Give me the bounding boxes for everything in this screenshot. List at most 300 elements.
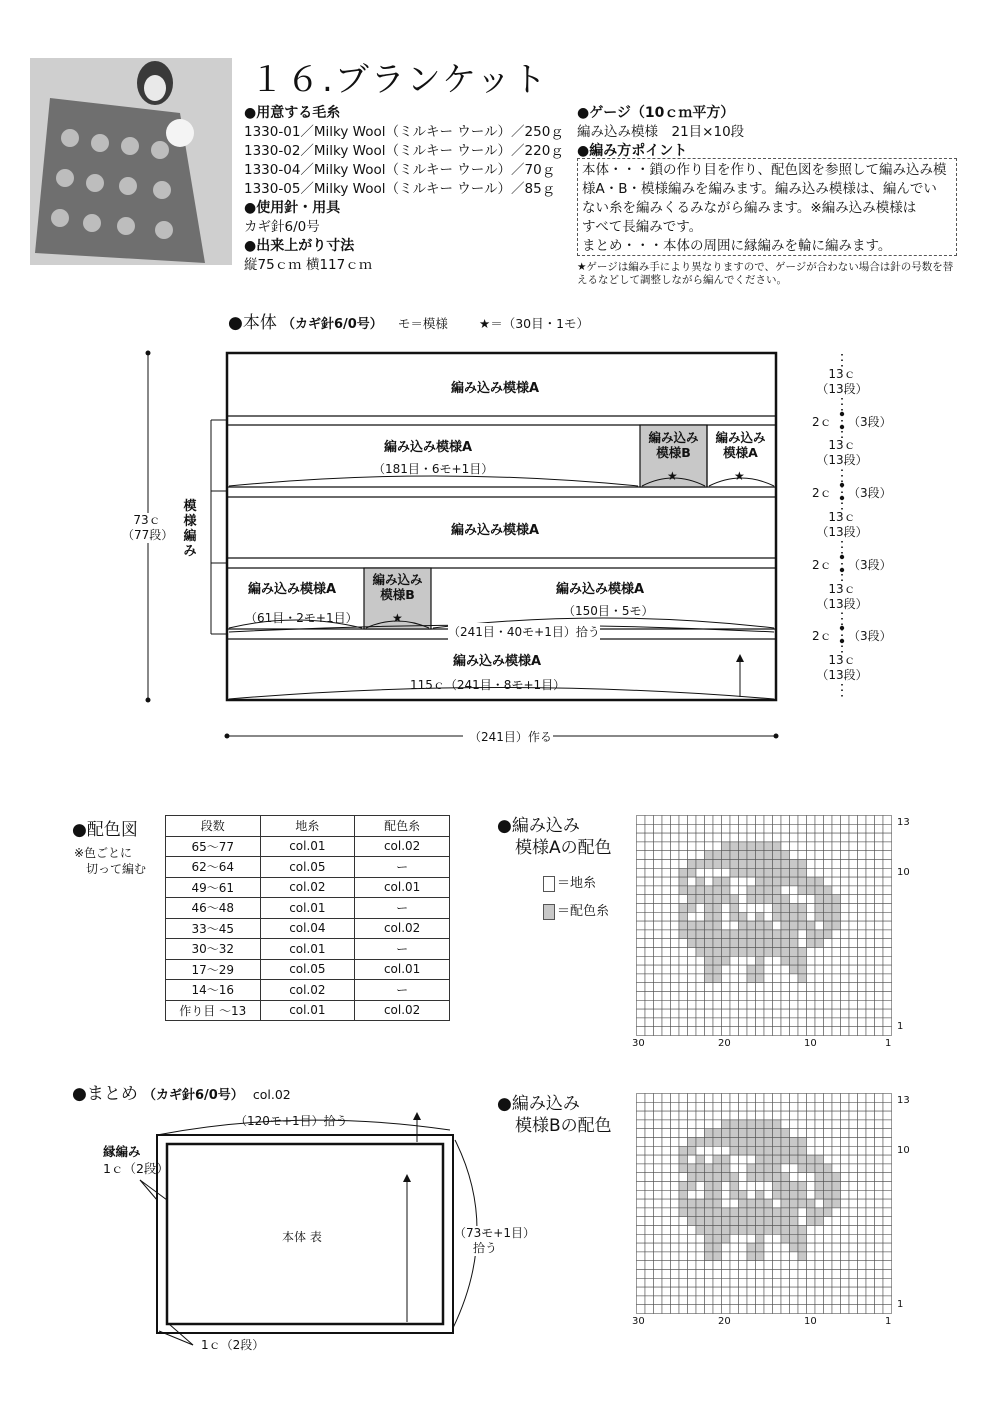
ground-cell — [832, 1278, 841, 1287]
ground-cell — [645, 877, 654, 886]
ground-cell — [781, 1027, 790, 1036]
contrast-cell — [688, 1199, 697, 1208]
ground-cell — [807, 1261, 816, 1270]
contrast-cell — [773, 1226, 782, 1235]
ground-cell — [807, 816, 816, 825]
table-row — [166, 898, 450, 919]
ground-cell — [747, 1296, 756, 1305]
contrast-cell — [781, 1182, 790, 1191]
ground-cell — [841, 921, 850, 930]
contrast-cell — [824, 1199, 833, 1208]
ground-cell — [739, 974, 748, 983]
ground-cell — [815, 860, 824, 869]
contrast-cell — [730, 1217, 739, 1226]
ground-cell — [645, 1094, 654, 1103]
contrast-cell — [756, 1173, 765, 1182]
ground-cell — [781, 1000, 790, 1009]
ground-cell — [866, 842, 875, 851]
contrast-cell — [713, 1173, 722, 1182]
ground-cell — [790, 895, 799, 904]
ground-cell — [866, 1164, 875, 1173]
ground-cell — [849, 886, 858, 895]
ground-cell — [645, 1296, 654, 1305]
ground-cell — [739, 1234, 748, 1243]
ground-cell — [696, 965, 705, 974]
right-dim-13 — [815, 438, 869, 468]
ground-cell — [662, 1000, 671, 1009]
ground-cell — [832, 877, 841, 886]
ground-cell — [790, 833, 799, 842]
contrast-cell — [747, 868, 756, 877]
ground-cell — [849, 1111, 858, 1120]
finish-heading: ●まとめ — [72, 1084, 138, 1104]
ground-cell — [824, 842, 833, 851]
ground-cell — [671, 983, 680, 992]
ground-cell — [662, 1234, 671, 1243]
ground-cell — [705, 1287, 714, 1296]
contrast-cell — [832, 1182, 841, 1191]
ground-cell — [671, 886, 680, 895]
contrast-cell — [798, 868, 807, 877]
ground-cell — [705, 1120, 714, 1129]
ground-cell — [858, 1155, 867, 1164]
ground-cell — [858, 1296, 867, 1305]
contrast-cell — [790, 948, 799, 957]
ground-cell — [671, 877, 680, 886]
row-label: 13 — [897, 1095, 910, 1106]
contrast-cell — [815, 912, 824, 921]
contrast-cell — [713, 1234, 722, 1243]
ground-cell — [781, 1094, 790, 1103]
size-heading: ●出来上がり寸法 — [244, 238, 355, 254]
ground-cell — [730, 1199, 739, 1208]
motif-b-label — [364, 572, 431, 602]
contrast-cell — [756, 1164, 765, 1173]
ground-cell — [832, 816, 841, 825]
contrast-cell — [781, 921, 790, 930]
ground-cell — [849, 1155, 858, 1164]
ground-cell — [739, 904, 748, 913]
ground-cell — [637, 1173, 646, 1182]
ground-cell — [671, 1252, 680, 1261]
ground-cell — [875, 1000, 884, 1009]
ground-cell — [645, 851, 654, 860]
ground-cell — [832, 1138, 841, 1147]
ground-cell — [815, 1243, 824, 1252]
contrast-cell — [807, 1155, 816, 1164]
ground-cell — [756, 1018, 765, 1027]
ground-cell — [790, 1018, 799, 1027]
ground-cell — [764, 1190, 773, 1199]
ground-cell — [866, 956, 875, 965]
ground-cell — [832, 1120, 841, 1129]
ground-cell — [662, 921, 671, 930]
contrast-cell — [824, 886, 833, 895]
ground-cell — [781, 1243, 790, 1252]
ground-cell — [790, 842, 799, 851]
table-cell: 30〜32 — [166, 939, 261, 960]
contrast-cell — [705, 974, 714, 983]
contrast-cell — [790, 1226, 799, 1235]
ground-cell — [671, 1208, 680, 1217]
contrast-cell — [824, 930, 833, 939]
ground-cell — [654, 842, 663, 851]
ground-cell — [662, 1129, 671, 1138]
ground-cell — [645, 1000, 654, 1009]
motif-label-line: 模様B — [380, 587, 415, 602]
contrast-cell — [713, 921, 722, 930]
ground-cell — [730, 1270, 739, 1279]
contrast-cell — [798, 1164, 807, 1173]
ground-cell — [832, 1164, 841, 1173]
ground-cell — [841, 1120, 850, 1129]
contrast-cell — [705, 912, 714, 921]
ground-cell — [832, 1094, 841, 1103]
dim-cm: 13ｃ — [828, 582, 856, 596]
ground-cell — [696, 1278, 705, 1287]
ground-cell — [815, 1027, 824, 1036]
ground-cell — [824, 1009, 833, 1018]
ground-cell — [832, 1305, 841, 1314]
motif-a-label — [707, 430, 774, 460]
contrast-cell — [756, 1252, 765, 1261]
ground-cell — [730, 1305, 739, 1314]
ground-cell — [747, 1287, 756, 1296]
contrast-cell — [773, 1155, 782, 1164]
ground-cell — [679, 1129, 688, 1138]
contrast-cell — [773, 939, 782, 948]
ground-cell — [696, 824, 705, 833]
ground-cell — [790, 983, 799, 992]
ground-cell — [679, 1252, 688, 1261]
ground-cell — [790, 1270, 799, 1279]
ground-cell — [866, 886, 875, 895]
contrast-cell — [798, 912, 807, 921]
side-pickup-line: 拾う — [472, 1241, 497, 1255]
ground-cell — [866, 833, 875, 842]
ground-cell — [815, 1305, 824, 1314]
contrast-cell — [764, 842, 773, 851]
ground-cell — [866, 868, 875, 877]
ground-cell — [696, 842, 705, 851]
ground-cell — [773, 956, 782, 965]
contrast-cell — [807, 921, 816, 930]
contrast-cell — [773, 1182, 782, 1191]
edge-title: 縁編み — [103, 1144, 141, 1159]
star-mark: ★ — [734, 469, 745, 483]
ground-cell — [756, 1094, 765, 1103]
ground-cell — [705, 1094, 714, 1103]
contrast-cell — [824, 1190, 833, 1199]
ground-cell — [866, 1278, 875, 1287]
ground-cell — [858, 1199, 867, 1208]
ground-cell — [883, 948, 892, 957]
ground-cell — [637, 904, 646, 913]
contrast-cell — [747, 921, 756, 930]
star-legend: ★＝（30目・1モ） — [478, 316, 590, 331]
ground-cell — [841, 1261, 850, 1270]
right-dim-13 — [815, 510, 869, 540]
right-dim-13 — [815, 367, 869, 397]
ground-cell — [671, 833, 680, 842]
ground-cell — [747, 1094, 756, 1103]
contrast-cell — [688, 1182, 697, 1191]
ground-cell — [832, 833, 841, 842]
col-label: 30 — [632, 1038, 645, 1049]
ground-cell — [654, 1129, 663, 1138]
ground-cell — [739, 1287, 748, 1296]
contrast-cell — [730, 895, 739, 904]
contrast-cell — [747, 965, 756, 974]
ground-cell — [713, 833, 722, 842]
contrast-cell — [747, 886, 756, 895]
contrast-cell — [773, 851, 782, 860]
contrast-cell — [688, 886, 697, 895]
contrast-cell — [705, 1164, 714, 1173]
ground-cell — [807, 1287, 816, 1296]
contrast-cell — [730, 948, 739, 957]
contrast-cell — [756, 877, 765, 886]
chain-count: （241目）作る — [469, 730, 552, 744]
ground-cell — [645, 1234, 654, 1243]
ground-cell — [790, 1164, 799, 1173]
contrast-cell — [756, 1120, 765, 1129]
heading-line: ●編み込み — [497, 1094, 580, 1114]
ground-cell — [764, 1018, 773, 1027]
contrast-cell — [781, 1138, 790, 1147]
contrast-cell — [722, 1164, 731, 1173]
ground-cell — [645, 1226, 654, 1235]
contrast-cell — [730, 1190, 739, 1199]
ground-cell — [807, 868, 816, 877]
ground-cell — [654, 1287, 663, 1296]
contrast-cell — [730, 1146, 739, 1155]
ground-cell — [730, 974, 739, 983]
table-row — [166, 959, 450, 980]
contrast-cell — [798, 974, 807, 983]
ground-cell — [654, 1111, 663, 1120]
ground-cell — [654, 1027, 663, 1036]
ground-cell — [764, 1278, 773, 1287]
ground-cell — [764, 1094, 773, 1103]
heading-line: ●編み込み — [497, 816, 580, 836]
contrast-cell — [722, 948, 731, 957]
contrast-cell — [713, 1129, 722, 1138]
ground-cell — [807, 1000, 816, 1009]
ground-cell — [858, 1287, 867, 1296]
contrast-cell — [679, 886, 688, 895]
ground-cell — [807, 1243, 816, 1252]
contrast-cell — [756, 1138, 765, 1147]
ground-cell — [764, 1270, 773, 1279]
ground-cell — [739, 992, 748, 1001]
ground-cell — [671, 851, 680, 860]
ground-cell — [781, 886, 790, 895]
ground-cell — [866, 948, 875, 957]
ground-cell — [875, 1208, 884, 1217]
ground-cell — [637, 1296, 646, 1305]
note-line: 切って編む — [86, 862, 147, 876]
ground-cell — [688, 833, 697, 842]
contrast-cell — [764, 1208, 773, 1217]
ground-cell — [654, 1009, 663, 1018]
ground-cell — [637, 816, 646, 825]
contrast-cell — [713, 877, 722, 886]
contrast-cell — [773, 948, 782, 957]
ground-cell — [713, 1027, 722, 1036]
ground-cell — [662, 1102, 671, 1111]
ground-cell — [662, 1094, 671, 1103]
ground-cell — [841, 1234, 850, 1243]
ground-cell — [637, 1018, 646, 1027]
ground-cell — [875, 860, 884, 869]
ground-cell — [696, 1129, 705, 1138]
ground-cell — [705, 992, 714, 1001]
ground-cell — [756, 983, 765, 992]
ground-cell — [841, 992, 850, 1001]
contrast-cell — [781, 912, 790, 921]
ground-cell — [662, 956, 671, 965]
ground-cell — [764, 816, 773, 825]
ground-cell — [722, 1102, 731, 1111]
ground-cell — [866, 974, 875, 983]
contrast-cell — [696, 1164, 705, 1173]
ground-cell — [849, 965, 858, 974]
ground-cell — [739, 1094, 748, 1103]
ground-cell — [654, 1182, 663, 1191]
ground-cell — [773, 992, 782, 1001]
contrast-cell — [705, 886, 714, 895]
ground-cell — [790, 1094, 799, 1103]
contrast-cell — [722, 1138, 731, 1147]
ground-cell — [875, 1190, 884, 1199]
motif-label-line: 編み込み — [372, 572, 423, 587]
ground-cell — [841, 912, 850, 921]
table-cell: col.02 — [260, 980, 355, 1001]
ground-cell — [849, 868, 858, 877]
ground-cell — [790, 1278, 799, 1287]
ground-cell — [790, 1252, 799, 1261]
ground-cell — [841, 983, 850, 992]
ground-cell — [849, 939, 858, 948]
contrast-cell — [696, 886, 705, 895]
ground-cell — [841, 1243, 850, 1252]
ground-cell — [739, 1000, 748, 1009]
heading-line: 模様Bの配色 — [515, 1116, 612, 1136]
ground-cell — [645, 842, 654, 851]
contrast-cell — [696, 895, 705, 904]
ground-cell — [654, 1155, 663, 1164]
ground-cell — [747, 1182, 756, 1191]
contrast-cell — [756, 974, 765, 983]
ground-cell — [875, 1027, 884, 1036]
ground-cell — [875, 1102, 884, 1111]
ground-cell — [730, 1234, 739, 1243]
ground-cell — [849, 1296, 858, 1305]
ground-cell — [637, 860, 646, 869]
ground-cell — [679, 1018, 688, 1027]
ground-cell — [688, 1111, 697, 1120]
ground-cell — [798, 1278, 807, 1287]
contrast-cell — [815, 895, 824, 904]
ground-cell — [671, 1164, 680, 1173]
ground-cell — [764, 1102, 773, 1111]
ground-cell — [756, 904, 765, 913]
ground-cell — [688, 1252, 697, 1261]
contrast-cell — [756, 842, 765, 851]
ground-cell — [798, 816, 807, 825]
ground-cell — [815, 956, 824, 965]
ground-cell — [756, 1278, 765, 1287]
ground-cell — [679, 1120, 688, 1129]
ground-cell — [841, 1287, 850, 1296]
contrast-cell — [773, 842, 782, 851]
dim-cm: 13ｃ — [828, 653, 856, 667]
contrast-cell — [764, 1226, 773, 1235]
ground-cell — [764, 1234, 773, 1243]
ground-cell — [866, 1234, 875, 1243]
ground-cell — [849, 1243, 858, 1252]
contrast-cell — [688, 895, 697, 904]
color-table — [165, 815, 450, 1021]
ground-cell — [645, 1027, 654, 1036]
contrast-cell — [705, 1199, 714, 1208]
contrast-cell — [756, 1146, 765, 1155]
ground-cell — [679, 1027, 688, 1036]
table-cell: 46〜48 — [166, 898, 261, 919]
ground-cell — [730, 1027, 739, 1036]
ground-cell — [764, 824, 773, 833]
contrast-cell — [679, 1208, 688, 1217]
ground-cell — [849, 1146, 858, 1155]
ground-cell — [807, 1182, 816, 1191]
ground-cell — [688, 1009, 697, 1018]
ground-cell — [849, 1009, 858, 1018]
ground-cell — [637, 1208, 646, 1217]
ground-cell — [645, 1155, 654, 1164]
ground-cell — [739, 1278, 748, 1287]
contrast-cell — [824, 895, 833, 904]
ground-cell — [662, 904, 671, 913]
ground-cell — [662, 992, 671, 1001]
ground-cell — [875, 1164, 884, 1173]
ground-cell — [662, 1278, 671, 1287]
ground-cell — [662, 948, 671, 957]
ground-cell — [832, 1009, 841, 1018]
contrast-cell — [790, 939, 799, 948]
ground-cell — [815, 868, 824, 877]
table-cell: col.05 — [260, 959, 355, 980]
ground-cell — [798, 1102, 807, 1111]
ground-cell — [679, 948, 688, 957]
ground-cell — [662, 1287, 671, 1296]
ground-cell — [832, 1102, 841, 1111]
ground-cell — [832, 1287, 841, 1296]
contrast-cell — [705, 965, 714, 974]
contrast-cell — [815, 1164, 824, 1173]
ground-cell — [773, 974, 782, 983]
col-label: 10 — [804, 1316, 817, 1327]
ground-cell — [841, 1009, 850, 1018]
contrast-cell — [764, 948, 773, 957]
table-cell: col.01 — [260, 898, 355, 919]
ground-cell — [841, 842, 850, 851]
contrast-cell — [798, 921, 807, 930]
contrast-cell — [747, 1120, 756, 1129]
ground-cell — [764, 904, 773, 913]
legend-text: ＝配色糸 — [557, 904, 610, 919]
row-label: 1 — [897, 1021, 904, 1032]
